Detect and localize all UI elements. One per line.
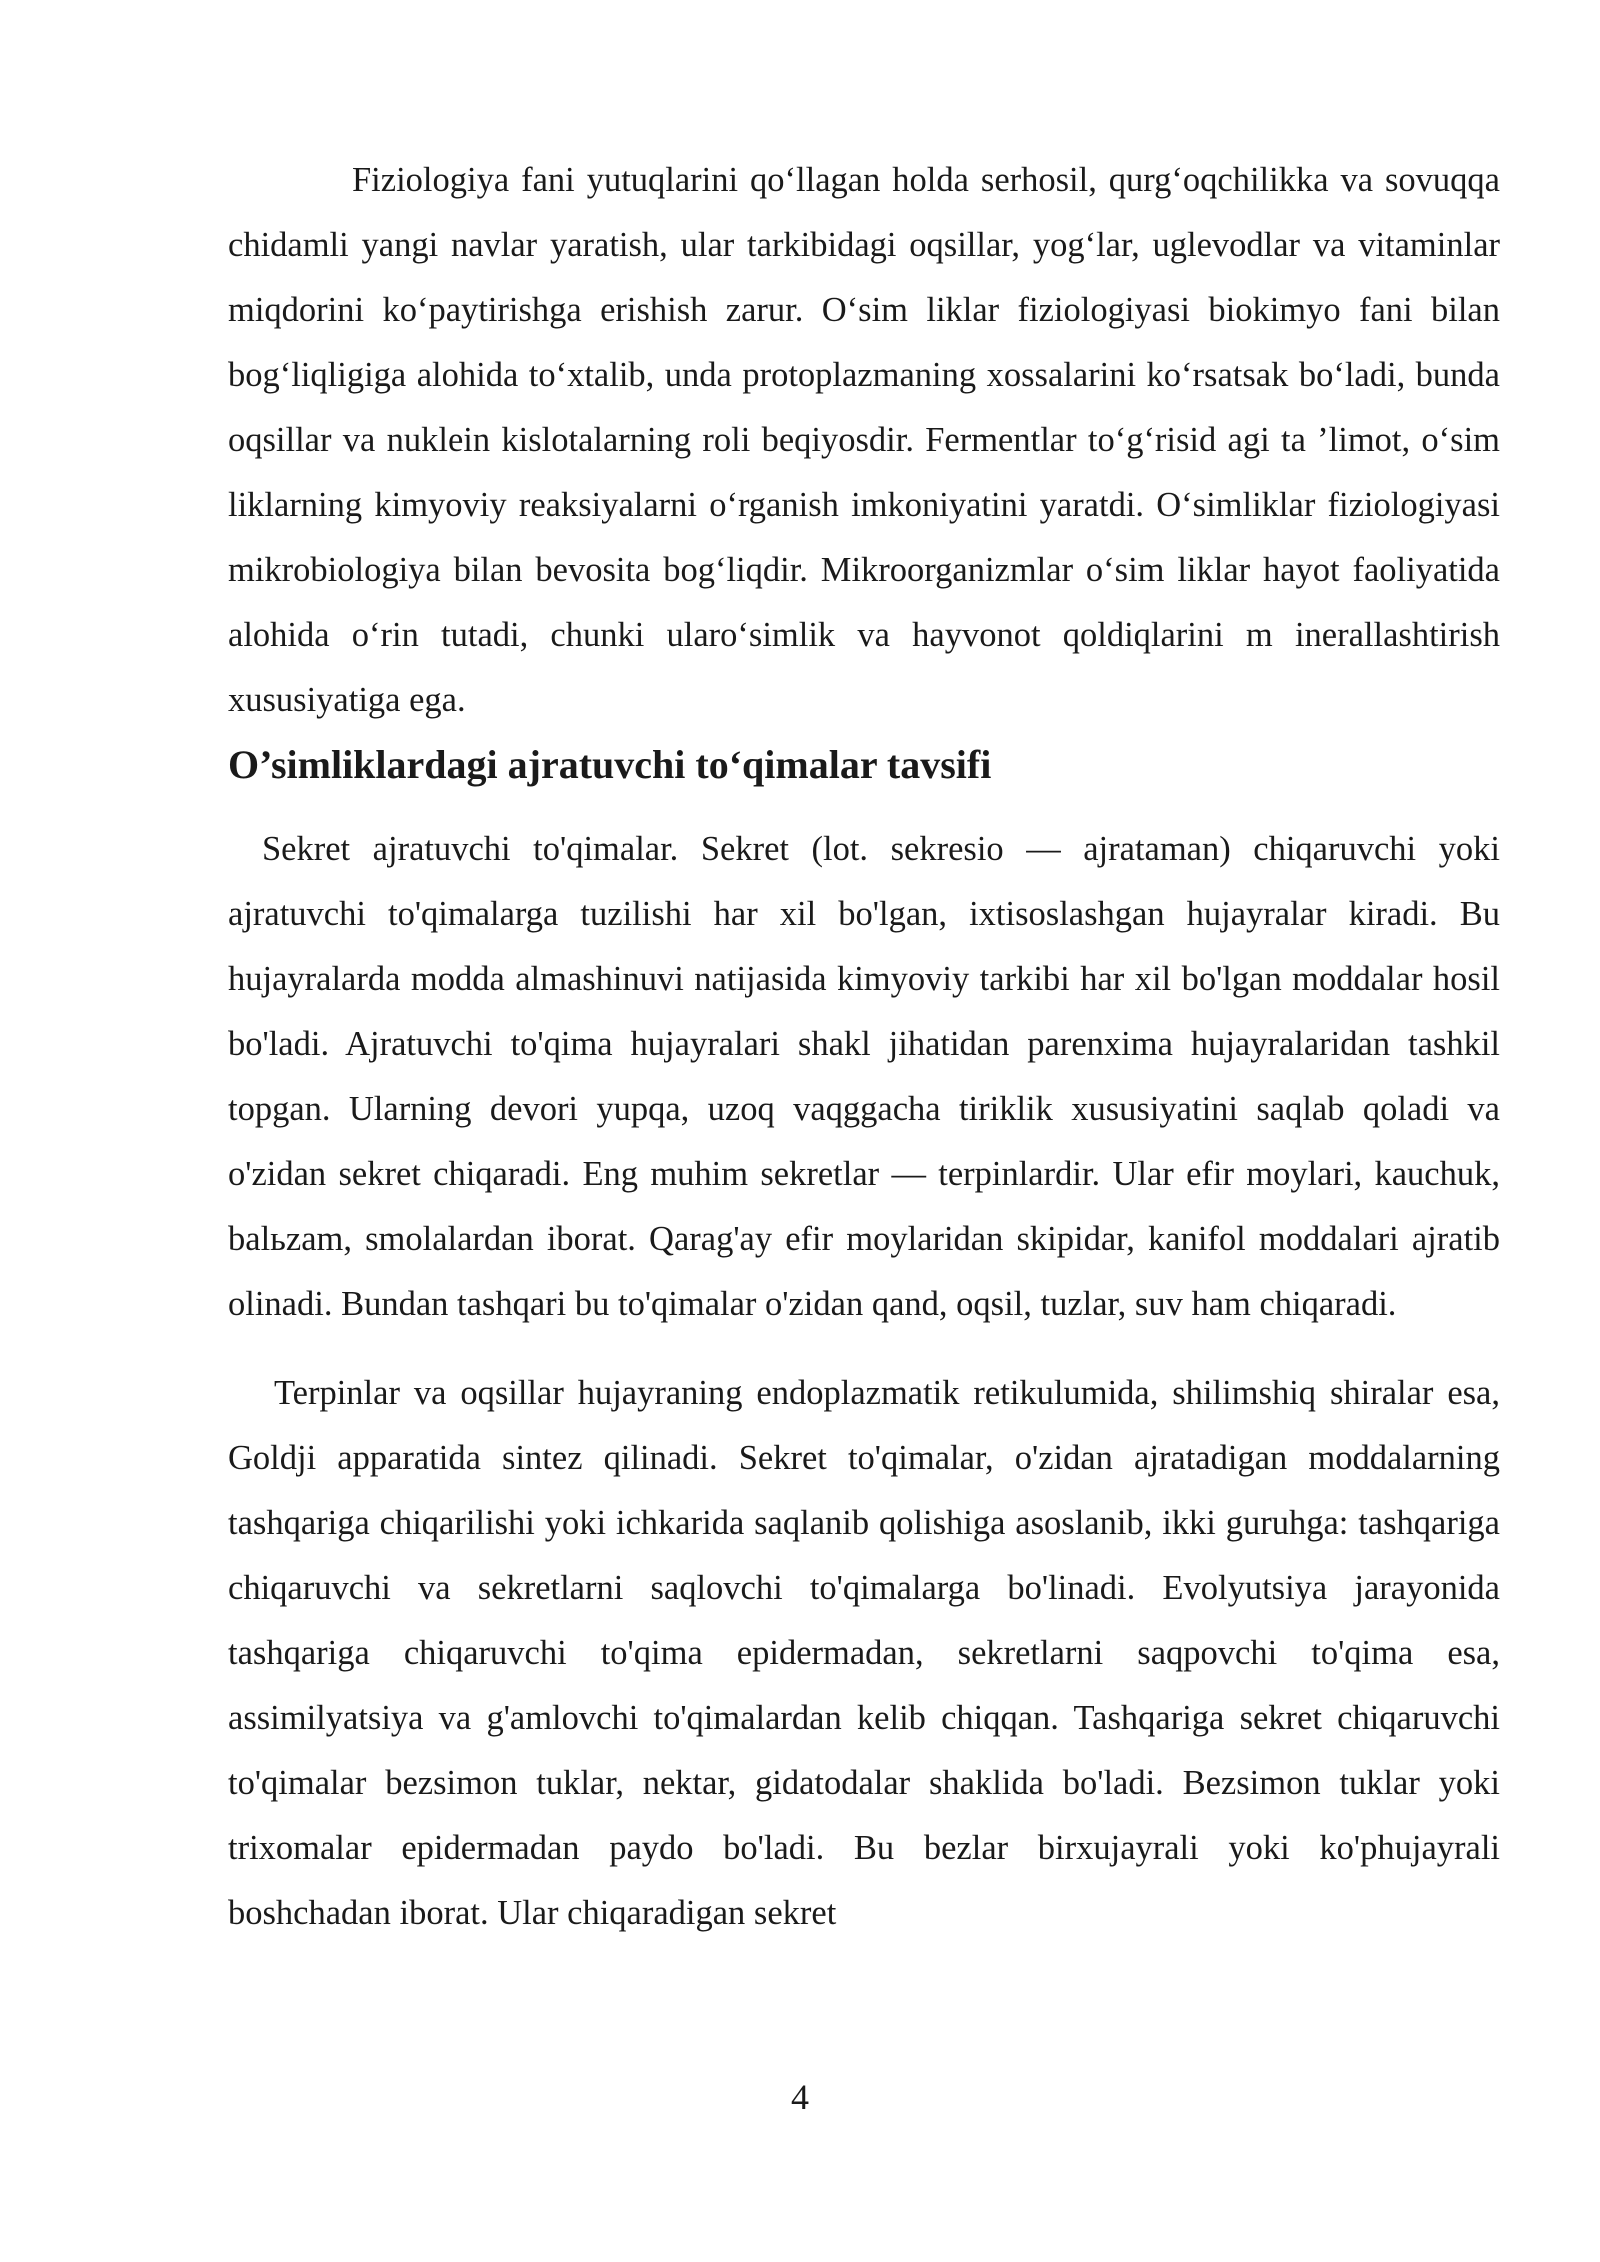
section-heading: O’simliklardagi ajratuvchi to‘qimalar tavsifi <box>228 742 992 787</box>
page-number: 4 <box>791 2077 809 2117</box>
body-paragraph: Fiziologiya fani yutuqlarini qo‘llagan holda serhosil, qurg‘oqchilikka va sovuqqa chidamli yangi navlar yaratish, ular tarkibidagi oqsillar, yog‘lar, uglevodlar va vitaminlar miqdorini ko‘paytirishga erishish zarur. O‘sim liklar fiziologiyasi biokimyo fani bilan bog‘liqligiga alohida to‘xtalib, unda protoplazmaning xossalarini ko‘rsatsak bo‘ladi, bunda oqsillar va nuklein kislotalarning roli beqiyosdir. Fermentlar to‘g‘risid agi ta ’limot, o‘sim liklarning kimyoviy reaksiyalarni o‘rganish imkoniyatini yaratdi. O‘simliklar fiziologiyasi mikrobiologiya bilan bevosita bog‘liqdir. Mikroorganizmlar o‘sim liklar hayot faoliyatida alohida o‘rin tutadi, chunki ularo‘simlik va hayvonot qoldiqlarini m inerallashtirish xususiyatiga ega. <box>228 161 1500 719</box>
body-paragraph: Terpinlar va oqsillar hujayraning endoplazmatik retikulumida, shilimshiq shiralar esa, Goldji apparatida sintez qilinadi. Sekret to'qimalar, o'zidan ajratadigan moddalarning tashqariga chiqarilishi yoki ichkarida saqlanib qolishiga asoslanib, ikki guruhga: tashqariga chiqaruvchi va sekretlarni saqlovchi to'qimalarga bo'linadi. Evolyutsiya jarayonida tashqariga chiqaruvchi to'qima epidermadan, sekretlarni saqpovchi to'qima esa, assimilyatsiya va g'amlovchi to'qimalardan kelib chiqqan. Tashqariga sekret chiqaruvchi to'qimalar bezsimon tuklar, nektar, gidatodalar shaklida bo'ladi. Bezsimon tuklar yoki trixomalar epidermadan paydo bo'ladi. Bu bezlar birxujayrali yoki ko'phujayrali boshchadan iborat. Ular chiqaradigan sekret <box>228 1374 1500 1932</box>
body-paragraph: Sekret ajratuvchi to'qimalar. Sekret (lot. sekresio — ajrataman) chiqaruvchi yoki ajratuvchi to'qimalarga tuzilishi har xil bo'lgan, ixtisoslashgan hujayralar kiradi. Bu hujayralarda modda almashinuvi natijasida kimyoviy tarkibi har xil bo'lgan moddalar hosil bo'ladi. Ajratuvchi to'qima hujayralari shakl jihatidan parenxima hujayralaridan tashkil topgan. Ularning devori yupqa, uzoq vaqggacha tiriklik xususiyatini saqlab qoladi va o'zidan sekret chiqaradi. Eng muhim sekretlar — terpinlardir. Ular efir moylari, kauchuk, balьzam, smolalardan iborat. Qarag'ay efir moylaridan skipidar, kanifol moddalari ajratib olinadi. Bundan tashqari bu to'qimalar o'zidan qand, oqsil, tuzlar, suv ham chiqaradi. <box>228 830 1500 1323</box>
document-page <box>228 148 1500 1946</box>
